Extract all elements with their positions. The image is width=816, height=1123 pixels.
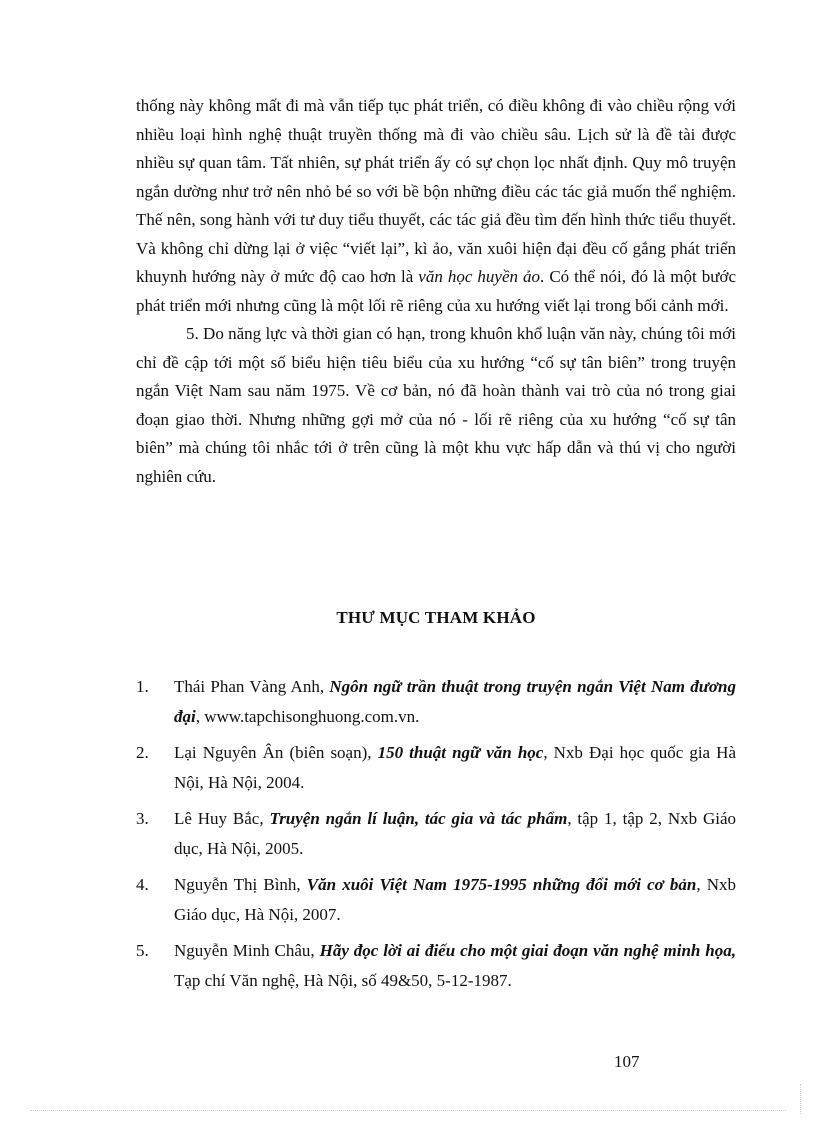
reference-title: Truyện ngắn lí luận, tác gia và tác phẩm: [269, 809, 568, 828]
reference-title: Văn xuôi Việt Nam 1975-1995 những đổi mới cơ bản: [306, 875, 697, 894]
reference-number: 2.: [136, 743, 149, 762]
reference-details: , Nxb Đại học quốc gia Hà Nội, Hà Nội, 2004.: [174, 743, 736, 792]
reference-details: , tập 1, tập 2, Nxb Giáo dục, Hà Nội, 2005.: [174, 809, 737, 858]
reference-details: , www.tapchisonghuong.com.vn.: [195, 707, 420, 726]
reference-item: [136, 672, 736, 732]
italic-term: văn học huyền ảo: [418, 267, 541, 286]
reference-number: 3.: [136, 809, 149, 828]
reference-number: 4.: [136, 875, 149, 894]
reference-item: [136, 804, 736, 864]
reference-author: Lê Huy Bắc,: [174, 809, 270, 828]
reference-author: Nguyễn Thị Bình,: [174, 875, 307, 894]
paragraph-continuation: [136, 92, 736, 320]
reference-author: Nguyễn Minh Châu,: [174, 941, 320, 960]
body-text: [136, 92, 736, 491]
reference-number: 1.: [136, 677, 149, 696]
reference-item: [136, 936, 736, 996]
page-number: 107: [614, 1052, 640, 1071]
reference-author: Lại Nguyên Ân (biên soạn),: [174, 743, 378, 762]
paragraph-text-end: . Có thể nói, đó là một bước phát triển mới nhưng cũng là một lối rẽ riêng của xu hướng viết lại trong bối cảnh mới.: [136, 267, 737, 315]
reference-item: [136, 738, 736, 798]
reference-details: , Nxb Giáo dục, Hà Nội, 2007.: [174, 875, 737, 924]
footer-divider: [30, 1110, 786, 1111]
reference-title: Hãy đọc lời ai điếu cho một giai đoạn văn nghệ minh họa,: [319, 941, 737, 960]
reference-title: Ngôn ngữ trần thuật trong truyện ngắn Việt Nam đương đại: [174, 677, 736, 726]
paragraph-text: thống này không mất đi mà vẫn tiếp tục phát triển, có điều không đi vào chiều rộng với nhiều loại hình nghệ thuật truyền thống mà đi vào chiều sâu. Lịch sử là đề tài được nhiều sự quan tâm. Tất nhiên, sự phát triển ấy có sự chọn lọc nhất định. Quy mô truyện ngắn dường như trở nên nhỏ bé so với bề bộn những điều các tác giả muốn thể nghiệm. Thế nên, song hành với tư duy tiểu thuyết, các tác giả đều tìm đến hình thức tiểu thuyết. Và không chỉ dừng lại ở việc “viết lại”, kì ảo, văn xuôi hiện đại đều cố gắng phát triển khuynh hướng này ở mức độ cao hơn là: [136, 96, 736, 286]
corner-divider: [800, 1084, 801, 1114]
reference-title: 150 thuật ngữ văn học: [377, 743, 544, 762]
reference-author: Thái Phan Vàng Anh,: [174, 677, 330, 696]
paragraph-point-5: 5. Do năng lực và thời gian có hạn, trong khuôn khổ luận văn này, chúng tôi mới chỉ đề cập tới một số biểu hiện tiêu biểu của xu hướng “cố sự tân biên” trong truyện ngắn Việt Nam sau năm 1975. Về cơ bản, nó đã hoàn thành vai trò của nó trong giai đoạn giao thời. Nhưng những gợi mở của nó - lối rẽ riêng của xu hướng “cố sự tân biên” mà chúng tôi nhắc tới ở trên cũng là một khu vực hấp dẫn và thú vị cho người nghiên cứu.: [136, 324, 736, 486]
reference-number: 5.: [136, 941, 149, 960]
section-heading: THƯ MỤC THAM KHẢO: [336, 608, 536, 627]
reference-item: [136, 870, 736, 930]
reference-details: Tạp chí Văn nghệ, Hà Nội, số 49&50, 5-12-1987.: [174, 971, 512, 990]
reference-list: [136, 672, 736, 1002]
